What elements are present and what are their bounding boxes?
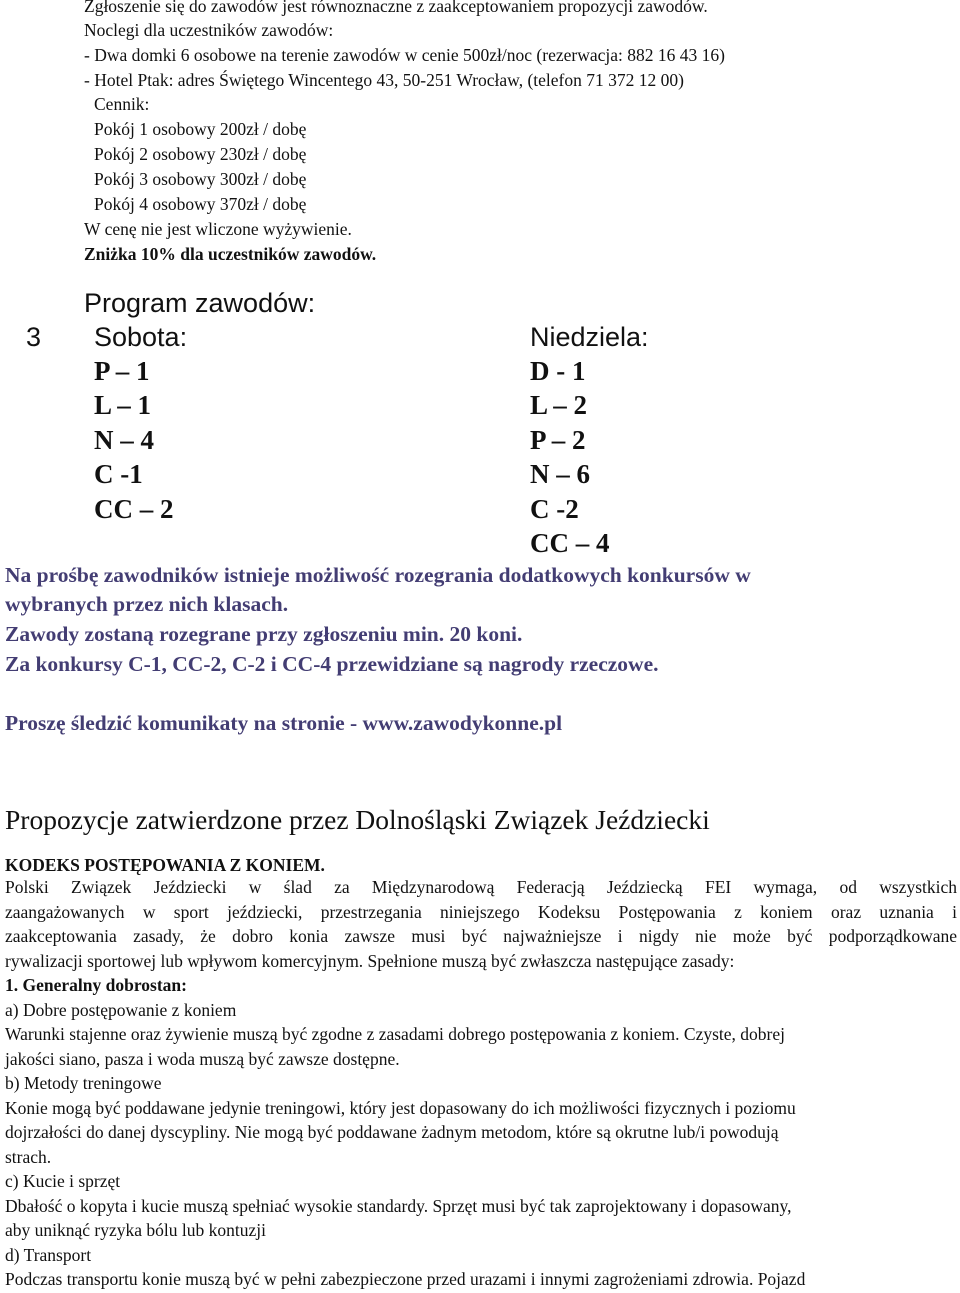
saturday-item: CC – 2 [94, 493, 174, 524]
saturday-column [94, 320, 187, 526]
sunday-item: P – 2 [530, 424, 586, 455]
subsection-c-text: aby uniknąć ryzyka bólu lub kontuzji [5, 1220, 266, 1240]
code-intro-line: Polski Związek Jeździecki w ślad za Międzynarodową Federacją Jeździecką FEI wymaga, od wszystkich [5, 877, 957, 897]
saturday-item: P – 1 [94, 356, 150, 386]
subsection-b-text: Konie mogą być poddawane jedynie treningowi, który jest dopasowany do ich możliwości fizycznych i poziomu [5, 1097, 796, 1118]
subsection-d-heading: d) Transport [5, 1244, 92, 1265]
subsection-b-text: dojrzałości do danej dyscypliny. Nie mogą być poddawane żadnym metodom, które są okrutne lub/i powodują [5, 1122, 779, 1142]
subsection-d-text: Podczas transportu konie muszą być w pełni zabezpieczone przed urazami i innymi zagrożeniami zdrowia. Pojazd [5, 1269, 806, 1289]
subsection-a-heading: a) Dobre postępowanie z koniem [5, 999, 237, 1020]
section-number: 3 [26, 322, 42, 352]
subsection-c-heading: c) Kucie i sprzęt [5, 1171, 121, 1191]
sunday-item: D - 1 [530, 356, 586, 386]
price-list-label: Cennik: [94, 94, 150, 114]
meals-note: W cenę nie jest wliczone wyżywienie. [84, 219, 352, 239]
price-room-3: Pokój 3 osobowy 300zł / dobę [94, 169, 307, 189]
subsection-a-text: jakości siano, pasza i woda muszą być zawsze dostępne. [5, 1048, 400, 1069]
code-intro-line: zaangażowanych w sport jeździecki, przestrzegania niniejszego Kodeksu Postępowania z koniem oraz uznania i [5, 901, 957, 922]
intro-acceptance-line: Zgłoszenie się do zawodów jest równoznaczne z zaakceptowaniem propozycji zawodów. [84, 0, 708, 16]
sunday-item: N – 6 [530, 459, 590, 490]
program-title: Program zawodów: [84, 288, 316, 318]
price-room-2: Pokój 2 osobowy 230zł / dobę [94, 144, 307, 164]
code-intro-line: rywalizacji sportowej lub wpływom komercyjnym. Spełnione muszą być zwłaszcza następujące zasady: [5, 950, 735, 971]
subsection-b-text: strach. [5, 1146, 52, 1167]
section-general-welfare: 1. Generalny dobrostan: [5, 975, 187, 995]
notice-extra-classes: Na prośbę zawodników istnieje możliwość rozegrania dodatkowych konkursów w [5, 563, 751, 587]
saturday-label: Sobota: [94, 322, 188, 352]
sunday-item: CC – 4 [530, 528, 610, 559]
sunday-label: Niedziela: [530, 322, 649, 352]
code-intro-line: zaakceptowania zasady, że dobro konia zawsze musi być najważniejsze i nigdy nie może być podporządkowane [5, 926, 957, 946]
price-room-4: Pokój 4 osobowy 370zł / dobę [94, 194, 307, 214]
code-title: KODEKS POSTĘPOWANIA Z KONIEM. [5, 855, 325, 875]
saturday-item: L – 1 [94, 390, 152, 421]
notice-minimum-horses: Zawody zostaną rozegrane przy zgłoszeniu min. 20 koni. [5, 622, 523, 646]
saturday-item: N – 4 [94, 424, 154, 455]
sunday-item: L – 2 [530, 390, 588, 421]
discount-note: Zniżka 10% dla uczestników zawodów. [84, 244, 377, 264]
notice-prizes: Za konkursy C-1, CC-2, C-2 i CC-4 przewidziane są nagrody rzeczowe. [5, 652, 659, 676]
subsection-b-heading: b) Metody treningowe [5, 1073, 162, 1093]
notice-extra-classes-cont: wybranych przez nich klasach. [5, 592, 289, 616]
notice-website: Proszę śledzić komunikaty na stronie - www.zawodykonne.pl [5, 711, 563, 735]
sunday-item: C -2 [530, 493, 579, 524]
code-intro [5, 876, 957, 1293]
subsection-c-text: Dbałość o kopyta i kucie muszą spełniać wysokie standardy. Sprzęt musi być tak zaprojektowany i dopasowany, [5, 1195, 792, 1216]
sunday-column [530, 320, 649, 560]
lodging-hotel: - Hotel Ptak: adres Świętego Wincentego 43, 50-251 Wrocław, (telefon 71 372 12 00) [84, 70, 684, 90]
price-room-1: Pokój 1 osobowy 200zł / dobę [94, 119, 307, 139]
saturday-item: C -1 [94, 459, 143, 490]
subsection-a-text: Warunki stajenne oraz żywienie muszą być zgodne z zasadami dobrego postępowania z koniem. Czyste, dobrej [5, 1024, 785, 1044]
lodging-heading: Noclegi dla uczestników zawodów: [84, 20, 334, 40]
lodging-cabins: - Dwa domki 6 osobowe na terenie zawodów w cenie 500zł/noc (rezerwacja: 882 16 43 16) [84, 45, 725, 65]
approval-heading: Propozycje zatwierdzone przez Dolnośląski Związek Jeździecki [5, 804, 710, 835]
